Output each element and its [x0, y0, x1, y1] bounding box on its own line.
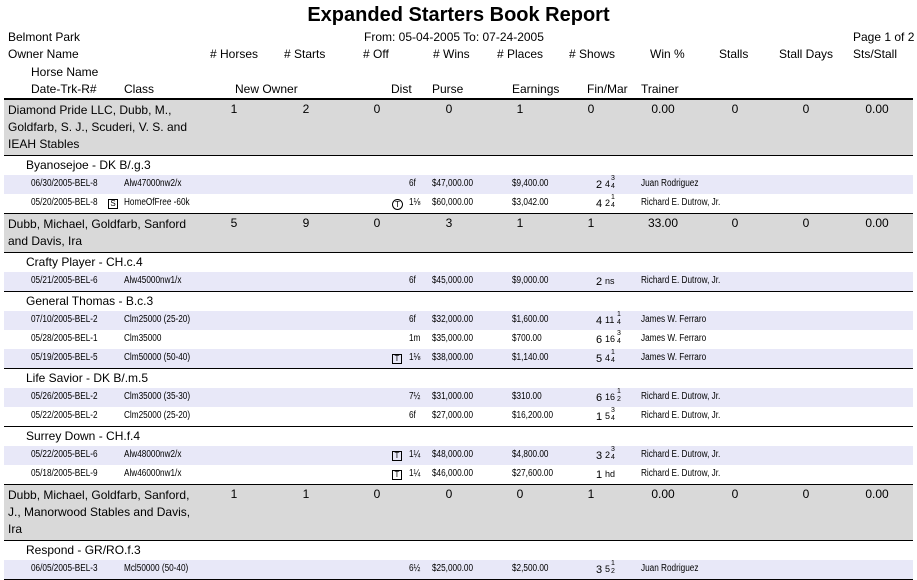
race-date: 05/26/2005-BEL-2: [31, 391, 98, 402]
owner-wins: 3: [445, 216, 453, 230]
race-dist: 1¼: [409, 468, 421, 479]
race-earnings: $3,042.00: [512, 197, 549, 208]
page-number: Page 1 of 2: [853, 30, 915, 44]
finish-position: 5: [596, 353, 603, 365]
col-stalls: Stalls: [719, 47, 749, 61]
finish-position: 1: [596, 469, 603, 481]
race-trainer: Richard E. Dutrow, Jr.: [641, 197, 721, 208]
race-trainer: Juan Rodriguez: [641, 563, 699, 574]
margin-numerator: 1: [617, 388, 621, 395]
race-purse: $38,000.00: [432, 352, 474, 363]
row-divider: [4, 426, 913, 427]
owner-win-pct: 0.00: [651, 487, 675, 501]
race-class: Clm25000 (25-20): [124, 314, 191, 325]
race-purse: $32,000.00: [432, 314, 474, 325]
margin-numerator: 1: [617, 311, 621, 318]
race-earnings: $27,600.00: [512, 468, 554, 479]
race-date: 05/20/2005-BEL-8: [31, 197, 98, 208]
finish-position: 1: [596, 411, 603, 423]
col-purse: Purse: [432, 82, 464, 96]
col-owner-name: Owner Name: [8, 47, 79, 61]
owner-name: Goldfarb, S. J., Scuderi, V. S. and: [8, 120, 187, 134]
race-date: 05/18/2005-BEL-9: [31, 468, 98, 479]
race-dist: 6½: [409, 563, 421, 574]
race-trainer: James W. Ferraro: [641, 314, 707, 325]
race-class: Alw45000nw1/x: [124, 275, 182, 286]
owner-stall-days: 0: [802, 216, 810, 230]
race-trainer: Richard E. Dutrow, Jr.: [641, 275, 721, 286]
race-class: Clm35000 (35-30): [124, 391, 191, 402]
owner-shows: 1: [587, 216, 595, 230]
owner-name: J., Manorwood Stables and Davis,: [8, 505, 191, 519]
margin-whole: 2: [605, 198, 611, 208]
margin-numerator: 1: [611, 349, 615, 356]
finish-position: 4: [596, 198, 603, 210]
turf-icon: T: [392, 199, 403, 210]
owner-sts-stall: 0.00: [865, 487, 889, 501]
margin-denominator: 4: [611, 183, 615, 190]
col-fin-mar: Fin/Mar: [587, 82, 628, 96]
race-class: Clm50000 (50-40): [124, 352, 191, 363]
owner-wins: 0: [445, 487, 453, 501]
margin-denominator: 4: [611, 454, 615, 461]
race-dist: 1¼: [409, 449, 421, 460]
race-purse: $35,000.00: [432, 333, 474, 344]
stakes-icon: S: [108, 199, 118, 209]
race-date: 06/30/2005-BEL-8: [31, 178, 98, 189]
race-earnings: $700.00: [512, 333, 542, 344]
race-earnings: $310.00: [512, 391, 542, 402]
owner-off: 0: [373, 216, 381, 230]
col-off: # Off: [363, 47, 389, 61]
margin-numerator: 3: [611, 175, 615, 182]
turf-icon: T: [392, 354, 402, 364]
race-date: 06/05/2005-BEL-3: [31, 563, 98, 574]
race-class: Mcl50000 (50-40): [124, 563, 189, 574]
owner-name: and Davis, Ira: [8, 234, 83, 248]
race-purse: $25,000.00: [432, 563, 474, 574]
margin-denominator: 2: [611, 568, 615, 575]
track-name: Belmont Park: [8, 30, 81, 44]
finish-position: 6: [596, 392, 603, 404]
col-class: Class: [124, 82, 155, 96]
margin-denominator: 4: [617, 319, 621, 326]
margin-whole: 5: [605, 564, 611, 574]
horse-name: Surrey Down - CH.f.4: [26, 429, 141, 443]
turf-icon: T: [392, 451, 402, 461]
row-divider: [4, 155, 913, 156]
owner-name: IEAH Stables: [8, 137, 80, 151]
horse-name: Life Savior - DK B/.m.5: [26, 371, 149, 385]
owner-starts: 1: [302, 487, 310, 501]
race-earnings: $2,500.00: [512, 563, 549, 574]
owner-wins: 0: [445, 102, 453, 116]
margin-whole: 2: [605, 450, 611, 460]
owner-places: 0: [516, 487, 524, 501]
col-horses: # Horses: [210, 47, 259, 61]
owner-sts-stall: 0.00: [865, 102, 889, 116]
owner-shows: 0: [587, 102, 595, 116]
owner-name: Ira: [8, 522, 23, 536]
owner-shows: 1: [587, 487, 595, 501]
owner-name: Dubb, Michael, Goldfarb, Sanford: [8, 217, 187, 231]
race-class: Clm25000 (25-20): [124, 410, 191, 421]
race-earnings: $9,000.00: [512, 275, 549, 286]
margin-denominator: 4: [611, 415, 615, 422]
race-dist: 6f: [409, 314, 416, 325]
race-dist: 1m: [409, 333, 421, 344]
race-purse: $48,000.00: [432, 449, 474, 460]
col-new-owner: New Owner: [235, 82, 298, 96]
race-earnings: $4,800.00: [512, 449, 549, 460]
race-earnings: $1,140.00: [512, 352, 549, 363]
col-sts-stall: Sts/Stall: [853, 47, 898, 61]
race-class: HomeOfFree -60k: [124, 197, 190, 208]
race-dist: 1⅛: [409, 352, 421, 363]
race-class: Alw48000nw2/x: [124, 449, 182, 460]
margin-numerator: 3: [617, 330, 621, 337]
race-trainer: Richard E. Dutrow, Jr.: [641, 410, 721, 421]
race-dist: 7½: [409, 391, 421, 402]
race-dist: 6f: [409, 178, 416, 189]
row-divider: [4, 540, 913, 541]
owner-off: 0: [373, 487, 381, 501]
margin-whole: 16: [605, 334, 616, 344]
race-class: Alw46000nw1/x: [124, 468, 182, 479]
owner-horses: 5: [230, 216, 238, 230]
finish-position: 6: [596, 334, 603, 346]
horse-name: Byanosejoe - DK B/.g.3: [26, 158, 151, 172]
margin-numerator: 1: [611, 560, 615, 567]
row-divider: [4, 291, 913, 292]
finish-position: 4: [596, 315, 603, 327]
finish-position: 3: [596, 450, 603, 462]
owner-starts: 2: [302, 102, 310, 116]
race-purse: $45,000.00: [432, 275, 474, 286]
race-date: 07/10/2005-BEL-2: [31, 314, 98, 325]
row-divider: [4, 252, 913, 253]
race-dist: 1⅛: [409, 197, 421, 208]
race-trainer: James W. Ferraro: [641, 333, 707, 344]
margin-denominator: 2: [617, 396, 621, 403]
margin-numerator: 3: [611, 407, 615, 414]
race-date: 05/22/2005-BEL-6: [31, 449, 98, 460]
owner-horses: 1: [230, 102, 238, 116]
finish-position: 3: [596, 564, 603, 576]
col-starts: # Starts: [284, 47, 326, 61]
turf-icon: T: [392, 470, 402, 480]
owner-name: Dubb, Michael, Goldfarb, Sanford,: [8, 488, 190, 502]
race-purse: $60,000.00: [432, 197, 474, 208]
col-earnings: Earnings: [512, 82, 560, 96]
owner-places: 1: [516, 102, 524, 116]
race-trainer: Richard E. Dutrow, Jr.: [641, 449, 721, 460]
col-dist: Dist: [391, 82, 412, 96]
col-shows: # Shows: [569, 47, 616, 61]
race-purse: $46,000.00: [432, 468, 474, 479]
horse-name: General Thomas - B.c.3: [26, 294, 154, 308]
col-horse-name: Horse Name: [31, 65, 99, 79]
margin-numerator: 3: [611, 446, 615, 453]
owner-stall-days: 0: [802, 102, 810, 116]
col-stall-days: Stall Days: [779, 47, 834, 61]
race-trainer: Richard E. Dutrow, Jr.: [641, 468, 721, 479]
margin-whole: 4: [605, 353, 611, 363]
race-trainer: Juan Rodriguez: [641, 178, 699, 189]
owner-sts-stall: 0.00: [865, 216, 889, 230]
horse-name: Respond - GR/RO.f.3: [26, 543, 141, 557]
owner-off: 0: [373, 102, 381, 116]
owner-win-pct: 33.00: [647, 216, 679, 230]
margin-whole: hd: [605, 469, 616, 479]
race-purse: $27,000.00: [432, 410, 474, 421]
col-trainer: Trainer: [641, 82, 679, 96]
owner-stall-days: 0: [802, 487, 810, 501]
race-class: Alw47000nw2/x: [124, 178, 182, 189]
owner-stalls: 0: [731, 102, 739, 116]
race-purse: $31,000.00: [432, 391, 474, 402]
race-trainer: James W. Ferraro: [641, 352, 707, 363]
owner-places: 1: [516, 216, 524, 230]
finish-position: 2: [596, 276, 603, 288]
margin-denominator: 4: [611, 357, 615, 364]
margin-whole: 11: [605, 315, 615, 325]
col-places: # Places: [497, 47, 544, 61]
owner-stalls: 0: [731, 216, 739, 230]
race-earnings: $9,400.00: [512, 178, 549, 189]
finish-position: 2: [596, 179, 603, 191]
date-range: From: 05-04-2005 To: 07-24-2005: [364, 30, 544, 44]
margin-denominator: 4: [617, 338, 621, 345]
report-title: Expanded Starters Book Report: [307, 4, 610, 26]
race-date: 05/21/2005-BEL-6: [31, 275, 98, 286]
race-dist: 6f: [409, 275, 416, 286]
race-date: 05/22/2005-BEL-2: [31, 410, 98, 421]
margin-whole: ns: [605, 276, 615, 286]
horse-name: Crafty Player - CH.c.4: [26, 255, 143, 269]
row-divider: [4, 368, 913, 369]
race-date: 05/19/2005-BEL-5: [31, 352, 98, 363]
race-earnings: $1,600.00: [512, 314, 549, 325]
race-purse: $47,000.00: [432, 178, 474, 189]
col-date-trk: Date-Trk-R#: [31, 82, 97, 96]
owner-horses: 1: [230, 487, 238, 501]
margin-whole: 16: [605, 392, 616, 402]
margin-denominator: 4: [611, 202, 615, 209]
race-class: Clm35000: [124, 333, 162, 344]
col-wins: # Wins: [433, 47, 470, 61]
owner-name: Diamond Pride LLC, Dubb, M.,: [8, 103, 172, 117]
margin-whole: 5: [605, 411, 611, 421]
race-trainer: Richard E. Dutrow, Jr.: [641, 391, 721, 402]
margin-numerator: 1: [611, 194, 615, 201]
col-win-pct: Win %: [650, 47, 685, 61]
race-date: 05/28/2005-BEL-1: [31, 333, 98, 344]
race-dist: 6f: [409, 410, 416, 421]
owner-win-pct: 0.00: [651, 102, 675, 116]
margin-whole: 4: [605, 179, 611, 189]
owner-starts: 9: [302, 216, 310, 230]
race-earnings: $16,200.00: [512, 410, 554, 421]
owner-stalls: 0: [731, 487, 739, 501]
